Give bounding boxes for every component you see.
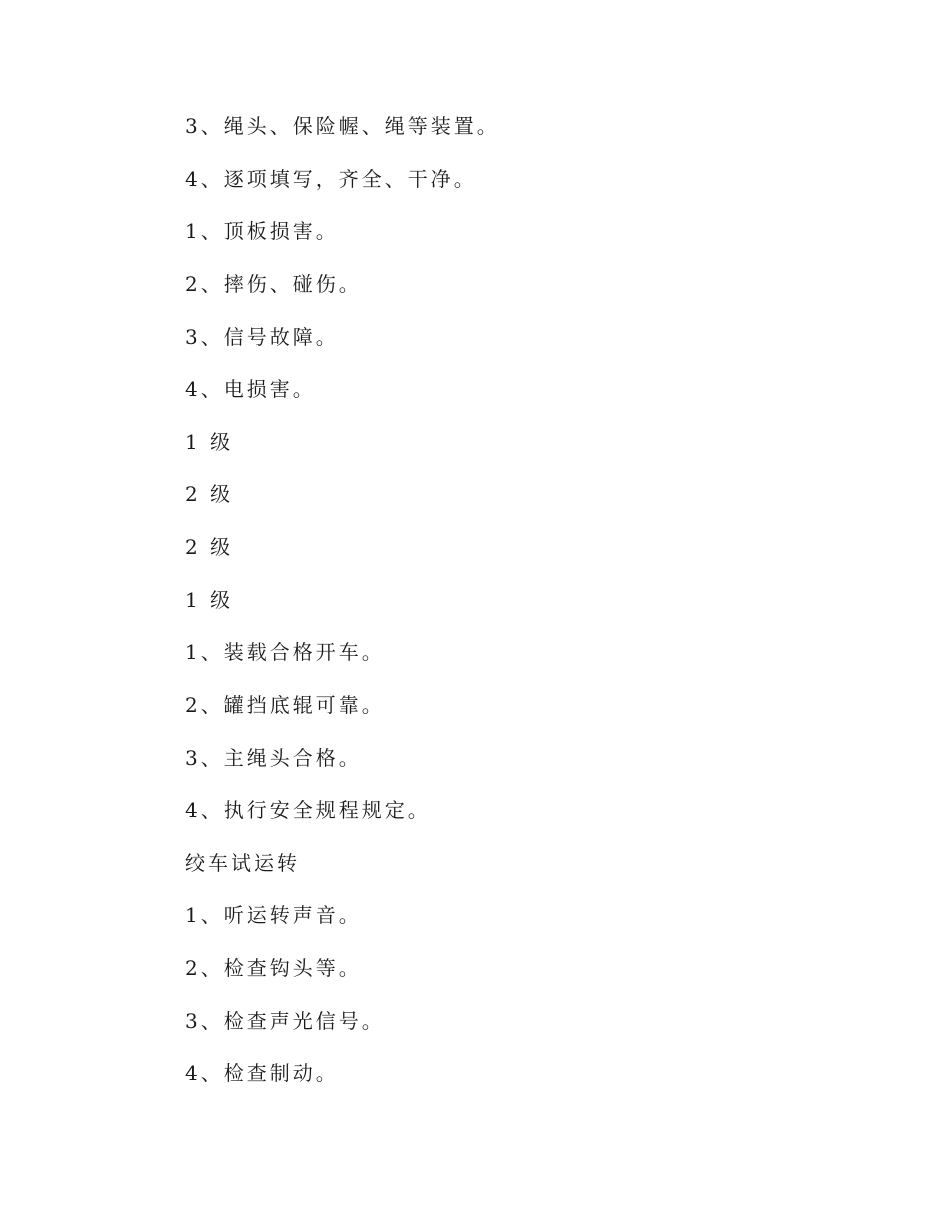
text-line: 3、主绳头合格。: [185, 746, 362, 770]
text-line: 1、听运转声音。: [185, 903, 362, 927]
text-line: 4、执行安全规程规定。: [185, 798, 431, 822]
level-label: 2 级: [185, 482, 234, 506]
text-line: 1、装载合格开车。: [185, 640, 385, 664]
text-line: 3、检查声光信号。: [185, 1009, 385, 1033]
text-line: 1、顶板损害。: [185, 219, 339, 243]
text-line: 4、电损害。: [185, 377, 316, 401]
level-label: 1 级: [185, 430, 234, 454]
text-line: 3、绳头、保险幄、绳等装置。: [185, 114, 500, 138]
text-line: 4、逐项填写，齐全、干净。: [185, 167, 477, 191]
level-label: 2 级: [185, 535, 234, 559]
text-line: 2、检查钩头等。: [185, 956, 362, 980]
text-line: 2、摔伤、碰伤。: [185, 272, 362, 296]
level-label: 1 级: [185, 588, 234, 612]
text-line: 4、检查制动。: [185, 1061, 339, 1085]
text-line: 2、罐挡底辊可靠。: [185, 693, 385, 717]
text-line: 3、信号故障。: [185, 325, 339, 349]
section-heading: 绞车试运转: [185, 851, 300, 875]
